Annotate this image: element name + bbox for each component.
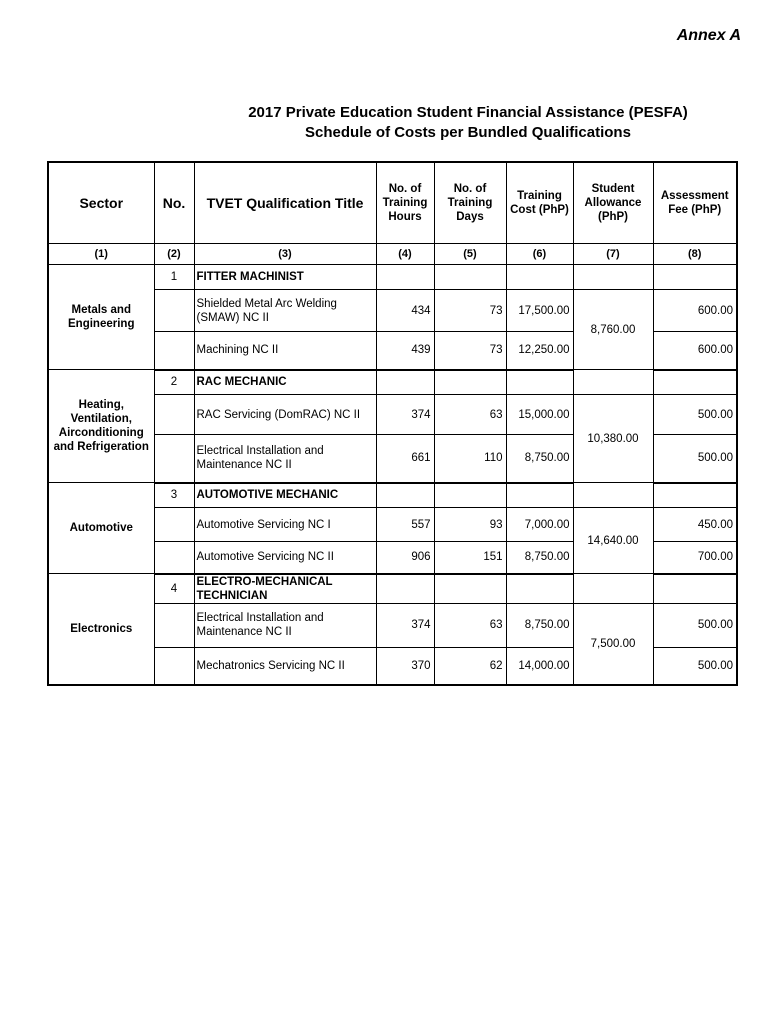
training-days: 63 [434, 603, 506, 647]
training-cost: 17,500.00 [506, 290, 573, 332]
bundle-row [48, 574, 737, 604]
cost-schedule-table [47, 161, 738, 686]
bundle-title: FITTER MACHINIST [194, 265, 376, 290]
bundle-title: AUTOMOTIVE MECHANIC [194, 483, 376, 508]
header-row [48, 162, 737, 244]
column-number: (1) [48, 244, 154, 265]
header-sector: Sector [48, 162, 154, 244]
assessment-fee: 500.00 [653, 603, 737, 647]
document-subtitle: Schedule of Costs per Bundled Qualifications [305, 124, 631, 141]
column-number: (4) [376, 244, 434, 265]
training-hours: 557 [376, 508, 434, 542]
column-number-row [48, 244, 737, 265]
bundle-number: 4 [154, 574, 194, 604]
qualification-title: Machining NC II [194, 332, 376, 370]
qualification-title: Automotive Servicing NC I [194, 508, 376, 542]
training-cost: 12,250.00 [506, 332, 573, 370]
bundle-number: 1 [154, 265, 194, 290]
training-hours: 374 [376, 395, 434, 435]
header-student-allowance: Student Allowance (PhP) [573, 162, 653, 244]
header-no: No. [154, 162, 194, 244]
header-training-hours: No. of Training Hours [376, 162, 434, 244]
student-allowance: 7,500.00 [573, 603, 653, 685]
training-cost: 14,000.00 [506, 647, 573, 685]
document-title: 2017 Private Education Student Financial Assistance (PESFA) [248, 104, 688, 121]
bundle-row [48, 483, 737, 508]
header-training-cost: Training Cost (PhP) [506, 162, 573, 244]
qualification-title: Mechatronics Servicing NC II [194, 647, 376, 685]
training-hours: 661 [376, 435, 434, 483]
assessment-fee: 500.00 [653, 435, 737, 483]
bundle-row [48, 370, 737, 395]
student-allowance: 14,640.00 [573, 508, 653, 574]
qualification-title: Electrical Installation and Maintenance NC II [194, 603, 376, 647]
training-days: 93 [434, 508, 506, 542]
column-number: (3) [194, 244, 376, 265]
qualification-title: RAC Servicing (DomRAC) NC II [194, 395, 376, 435]
training-cost: 15,000.00 [506, 395, 573, 435]
bundle-title: RAC MECHANIC [194, 370, 376, 395]
assessment-fee: 500.00 [653, 395, 737, 435]
sector-cell: Heating, Ventilation, Airconditioning and Refrigeration [48, 370, 154, 483]
bundle-title: ELECTRO-MECHANICAL TECHNICIAN [194, 574, 376, 604]
training-days: 110 [434, 435, 506, 483]
qualification-title: Shielded Metal Arc Welding (SMAW) NC II [194, 290, 376, 332]
training-cost: 7,000.00 [506, 508, 573, 542]
header-qualification-title: TVET Qualification Title [194, 162, 376, 244]
sector-cell: Automotive [48, 483, 154, 574]
qualification-title: Automotive Servicing NC II [194, 542, 376, 574]
training-hours: 374 [376, 603, 434, 647]
student-allowance: 10,380.00 [573, 395, 653, 483]
assessment-fee: 600.00 [653, 290, 737, 332]
assessment-fee: 600.00 [653, 332, 737, 370]
training-cost: 8,750.00 [506, 542, 573, 574]
training-hours: 370 [376, 647, 434, 685]
column-number: (6) [506, 244, 573, 265]
assessment-fee: 700.00 [653, 542, 737, 574]
training-days: 151 [434, 542, 506, 574]
sector-cell: Metals and Engineering [48, 265, 154, 370]
column-number: (2) [154, 244, 194, 265]
header-training-days: No. of Training Days [434, 162, 506, 244]
bundle-number: 2 [154, 370, 194, 395]
column-number: (8) [653, 244, 737, 265]
qualification-title: Electrical Installation and Maintenance NC II [194, 435, 376, 483]
training-cost: 8,750.00 [506, 603, 573, 647]
training-hours: 434 [376, 290, 434, 332]
assessment-fee: 450.00 [653, 508, 737, 542]
training-days: 62 [434, 647, 506, 685]
student-allowance: 8,760.00 [573, 290, 653, 370]
assessment-fee: 500.00 [653, 647, 737, 685]
training-hours: 906 [376, 542, 434, 574]
column-number: (7) [573, 244, 653, 265]
sector-cell: Electronics [48, 574, 154, 686]
training-days: 73 [434, 290, 506, 332]
training-days: 73 [434, 332, 506, 370]
training-hours: 439 [376, 332, 434, 370]
training-days: 63 [434, 395, 506, 435]
bundle-number: 3 [154, 483, 194, 508]
column-number: (5) [434, 244, 506, 265]
bundle-row [48, 265, 737, 290]
annex-label: Annex A [676, 27, 741, 44]
training-cost: 8,750.00 [506, 435, 573, 483]
header-assessment-fee: Assessment Fee (PhP) [653, 162, 737, 244]
